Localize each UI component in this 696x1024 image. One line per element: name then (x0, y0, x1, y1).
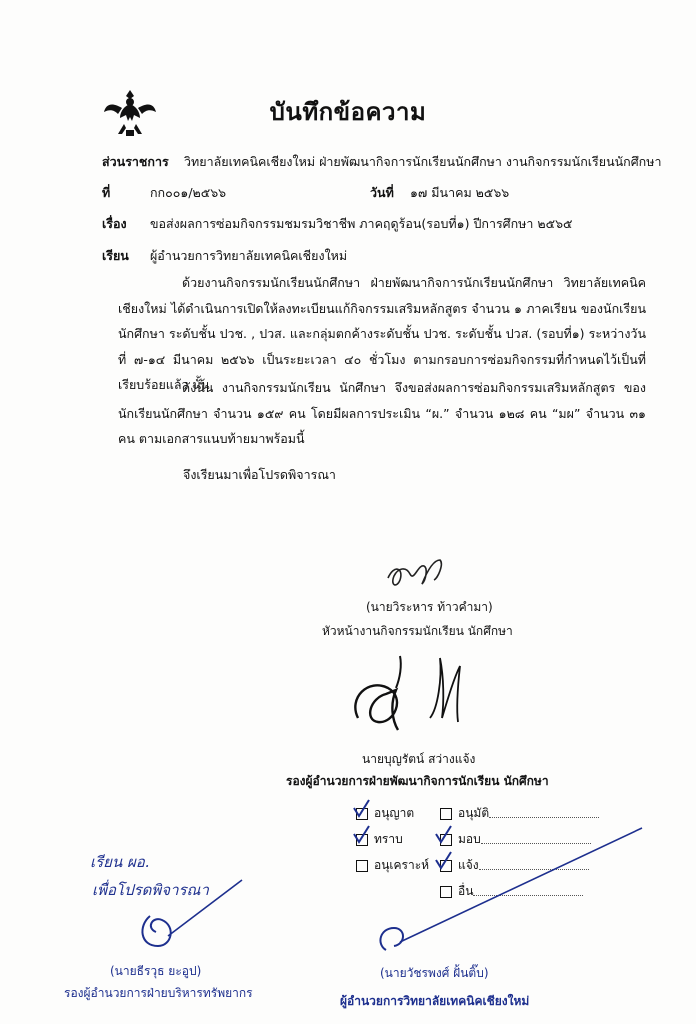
signer-1-name: (นายวิระหาร ท้าวคำมา) (366, 600, 493, 614)
agency-value: วิทยาลัยเทคนิคเชียงใหม่ ฝ่ายพัฒนากิจการนักเรียนนักศึกษา งานกิจกรรมนักเรียนนักศึกษา (183, 154, 662, 169)
closing-line: จึงเรียนมาเพื่อโปรดพิจารณา (183, 467, 336, 482)
body-paragraph-2: ดังนั้น งานกิจกรรมนักเรียน นักศึกษา จึงขอส่งผลการซ่อมกิจกรรมเสริมหลักสูตร ของนักเรียนนักศึกษา จำนวน ๑๕๙ คน โดยมีผลการประเมิน “ผ.” จำนวน ๑๒๘ คน “มผ” จำนวน ๓๑ คน ตามเอกสารแนบท้ายมาพร้อมนี้ (118, 380, 646, 446)
subject-value: ขอส่งผลการซ่อมกิจกรรมชมรมวิชาชีพ ภาคฤดูร้อน(รอบที่๑) ปีการศึกษา ๒๕๖๕ (149, 216, 573, 231)
reference-row (102, 183, 226, 203)
option-acknowledge[interactable]: ทราบ (356, 830, 403, 849)
to-row (102, 246, 347, 266)
signer-3-name: (นายธีรวุธ ยะอูป) (110, 964, 202, 978)
handwritten-note-line-1: เรียน ผอ. (90, 853, 150, 871)
date-row (370, 183, 509, 203)
to-label: เรียน (102, 248, 129, 263)
option-inform[interactable]: แจ้ง (440, 856, 589, 875)
date-label: วันที่ (370, 185, 394, 200)
signer-1-position: หัวหน้างานกิจกรรมนักเรียน นักศึกษา (322, 624, 513, 638)
subject-label: เรื่อง (102, 216, 127, 231)
signer-3-position: รองผู้อำนวยการฝ่ายบริหารทรัพยากร (64, 986, 253, 1000)
reference-value: กก๐๐๑/๒๕๖๖ (149, 185, 227, 200)
option-allow[interactable]: อนุญาต (356, 804, 414, 823)
signer-2-name: นายบุญรัตน์ สว่างแจ้ง (362, 752, 476, 766)
option-support[interactable]: อนุเคราะห์ (356, 856, 429, 875)
signature-2 (338, 648, 498, 744)
memo-title: บันทึกข้อความ (269, 98, 427, 126)
date-value: ๑๗ มีนาคม ๒๕๖๖ (409, 185, 510, 200)
agency-label: ส่วนราชการ (102, 154, 169, 169)
agency-row (102, 152, 662, 172)
reference-label: ที่ (102, 185, 111, 200)
signature-1 (378, 548, 468, 594)
signer-2-position: รองผู้อำนวยการฝ่ายพัฒนากิจการนักเรียน นักศึกษา (286, 774, 549, 788)
signature-4 (358, 826, 648, 964)
signer-4-position: ผู้อำนวยการวิทยาลัยเทคนิคเชียงใหม่ (340, 994, 530, 1008)
subject-row (102, 214, 573, 234)
body-paragraph-1: ด้วยงานกิจกรรมนักเรียนนักศึกษา ฝ่ายพัฒนากิจการนักเรียนนักศึกษา วิทยาลัยเทคนิคเชียงใหม่ ได้ดำเนินการเปิดให้ลงทะเบียนแก้กิจกรรมเสริมหลักสูตร จำนวน ๑ ภาคเรียน ของนักเรียน นักศึกษา ระดับชั้น ปวช. , ปวส. และกลุ่มตกค้างระดับชั้น ปวช. ระดับชั้น ปวส. (รอบที่๑) ระหว่างวันที่ ๗-๑๔ มีนาคม ๒๕๖๖ เป็นระยะเวลา ๔๐ ชั่วโมง ตามกรอบการซ่อมกิจกรรมที่กำหนดไว้เป็นที่เรียบร้อยแล้ว นั้น (118, 275, 646, 392)
option-approve[interactable]: อนุมัติ (440, 804, 599, 823)
signer-4-name: (นายวัชรพงศ์ ฝั้นติ๊บ) (380, 966, 489, 980)
option-assign[interactable]: มอบ (440, 830, 591, 849)
handwritten-note-line-2: เพื่อโปรดพิจารณา (92, 881, 209, 899)
option-other[interactable]: อื่น (440, 882, 583, 901)
to-value: ผู้อำนวยการวิทยาลัยเทคนิคเชียงใหม่ (149, 248, 348, 263)
signature-3 (120, 876, 250, 962)
